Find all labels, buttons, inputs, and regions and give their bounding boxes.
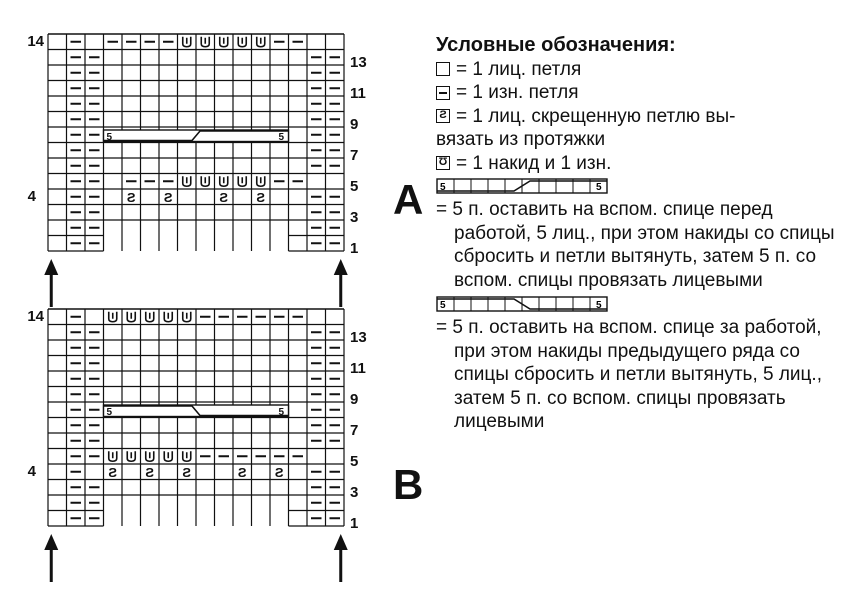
legend-yo-purl [436, 152, 836, 176]
twisted-stitch-symbol: Ƨ [126, 189, 136, 205]
legend-twisted-text: = 1 лиц. скрещенную петлю вы- [456, 105, 736, 127]
row-number-7: 7 [350, 147, 359, 164]
twisted-stitch-symbol: Ƨ [163, 189, 173, 205]
row-number-1: 1 [350, 240, 359, 257]
twisted-stitch-icon: Ƨ [436, 109, 450, 123]
twisted-stitch-symbol: Ƨ [145, 464, 155, 480]
chart-b [27, 308, 366, 582]
chart-a [27, 33, 366, 307]
chart-label-a: A [393, 176, 424, 223]
row-number-11: 11 [350, 360, 366, 377]
row-number-14: 14 [27, 33, 44, 50]
cable-number-right: 5 [278, 132, 285, 143]
row-number-13: 13 [350, 329, 367, 346]
cable-number-left: 5 [106, 132, 113, 143]
legend [436, 34, 836, 438]
twisted-stitch-symbol: Ƨ [237, 464, 247, 480]
row-number-7: 7 [350, 422, 359, 439]
row-number-3: 3 [350, 484, 359, 501]
legend-title: Условные обозначения: [436, 34, 676, 56]
legend-cable-a-text: = 5 п. оставить на вспом. спице перед работой, 5 лиц., при этом накиды со спицы сбросить и петли вытянуть, затем 5 п. со вспом. спицы провязать лицевыми [436, 199, 835, 291]
strip-number-right: 5 [596, 182, 602, 193]
yarn-over-purl-icon: Ʊ [436, 156, 450, 170]
row-number-3: 3 [350, 209, 359, 226]
legend-purl [436, 81, 836, 105]
legend-purl-text: = 1 изн. петля [456, 82, 579, 103]
knit-symbol-icon [436, 62, 450, 76]
row-number-9: 9 [350, 116, 359, 133]
strip-number-left: 5 [440, 182, 446, 193]
twisted-stitch-symbol: Ƨ [108, 464, 118, 480]
twisted-stitch-symbol: Ƨ [256, 189, 266, 205]
cable-b-symbol-icon [436, 296, 608, 312]
cable-a-symbol-icon [436, 178, 608, 194]
twisted-stitch-symbol: Ƨ [219, 189, 229, 205]
legend-knit [436, 58, 836, 82]
arrow-head-icon [44, 259, 58, 275]
row-number-4: 4 [27, 188, 36, 205]
purl-symbol-icon [436, 86, 450, 100]
cable-number-right: 5 [278, 407, 285, 418]
row-number-11: 11 [350, 85, 366, 102]
strip-number-right: 5 [596, 300, 602, 311]
row-number-14: 14 [27, 308, 44, 325]
arrow-head-icon [44, 534, 58, 550]
row-number-13: 13 [350, 54, 367, 71]
twisted-stitch-symbol: Ƨ [274, 464, 284, 480]
legend-twisted [436, 105, 836, 129]
strip-number-left: 5 [440, 300, 446, 311]
arrow-head-icon [334, 534, 348, 550]
arrow-head-icon [334, 259, 348, 275]
legend-cable-b-text: = 5 п. оставить на вспом. спице за работой, при этом накиды предыдущего ряда со спицы сбросить и петли вытянуть, 5 лиц., затем 5 п. со вспом. спицы провязать лицевыми [436, 317, 822, 432]
row-number-4: 4 [27, 463, 36, 480]
row-number-5: 5 [350, 453, 359, 470]
row-number-9: 9 [350, 391, 359, 408]
cable-number-left: 5 [106, 407, 113, 418]
row-number-5: 5 [350, 178, 359, 195]
chart-label-b: B [393, 461, 424, 508]
legend-yo-purl-text: = 1 накид и 1 изн. [456, 152, 612, 174]
legend-knit-text: = 1 лиц. петля [456, 58, 582, 80]
legend-twisted-text-2: вязать из протяжки [436, 129, 606, 150]
row-number-1: 1 [350, 515, 359, 532]
twisted-stitch-symbol: Ƨ [182, 464, 192, 480]
